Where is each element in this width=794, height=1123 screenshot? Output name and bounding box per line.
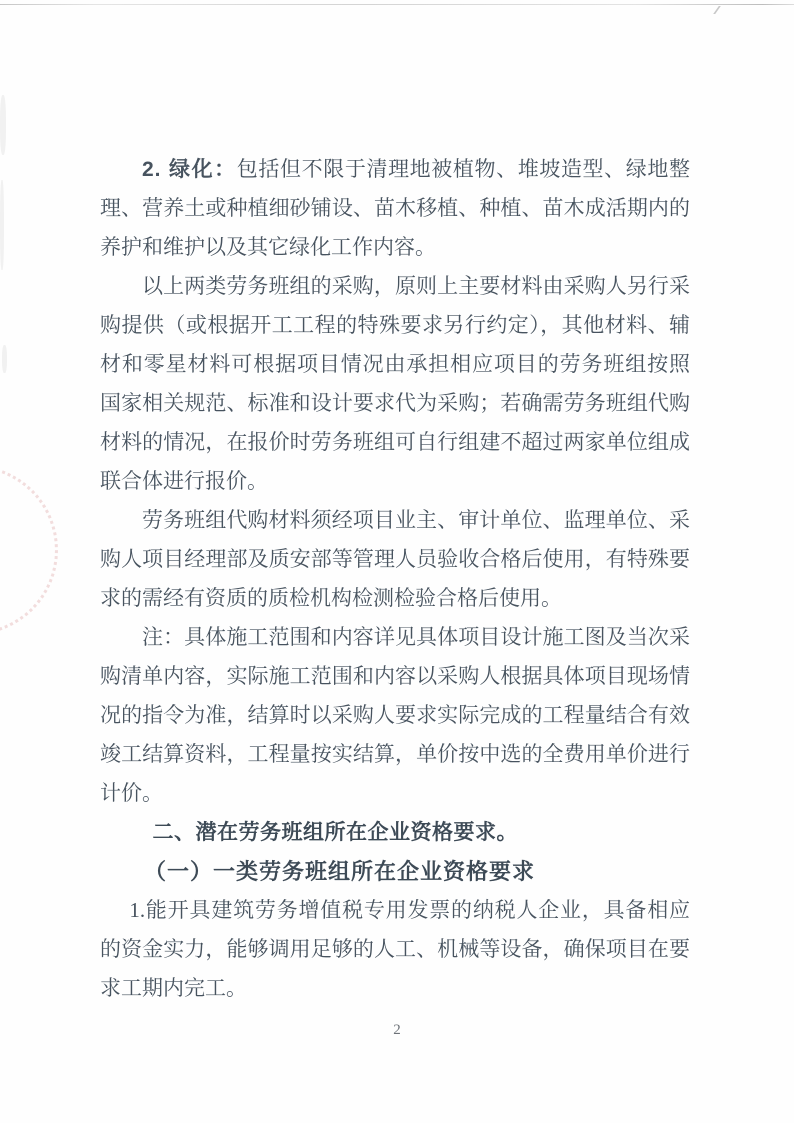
- text-line: 注：具体施工范围和内容详见具体项目设计施工图及当次采: [142, 625, 690, 649]
- text-line: 购人项目经理部及质安部等管理人员验收合格后使用，有特殊要: [100, 547, 690, 571]
- scan-edge-line: [0, 4, 794, 5]
- text-line: 劳务班组代购材料须经项目业主、审计单位、监理单位、采: [142, 508, 690, 532]
- text-line: 2. 绿化：包括但不限于清理地被植物、堆坡造型、绿地整: [142, 157, 690, 181]
- scan-smudge: [0, 180, 4, 270]
- text-line: 求的需经有资质的质检机构检测检验合格后使用。: [100, 586, 562, 610]
- text-line: 购清单内容，实际施工范围和内容以采购人根据具体项目现场情: [100, 664, 690, 688]
- text-line: 国家相关规范、标准和设计要求代为采购；若确需劳务班组代购: [100, 391, 690, 415]
- text-line: 材和零星材料可根据项目情况由承担相应项目的劳务班组按照: [100, 352, 690, 376]
- text-line: 竣工结算资料，工程量按实结算，单价按中选的全费用单价进行: [100, 742, 690, 766]
- scan-smudge: [0, 95, 6, 155]
- text-line: 养护和维护以及其它绿化工作内容。: [100, 235, 436, 259]
- text-line: 以上两类劳务班组的采购，原则上主要材料由采购人另行采: [142, 274, 690, 298]
- document-text-block: [100, 150, 690, 1008]
- text-line: 购提供（或根据开工工程的特殊要求另行约定），其他材料、辅: [100, 313, 690, 337]
- text-line: 的资金实力，能够调用足够的人工、机械等设备，确保项目在要: [100, 937, 690, 961]
- text-line: 理、营养土或种植细砂铺设、苗木移植、种植、苗木成活期内的: [100, 196, 690, 220]
- scan-artifact-tick: [713, 6, 729, 14]
- text-line: 联合体进行报价。: [100, 469, 268, 493]
- text-line: 材料的情况，在报价时劳务班组可自行组建不超过两家单位组成: [100, 430, 690, 454]
- text-line: 况的指令为准，结算时以采购人要求实际完成的工程量结合有效: [100, 703, 690, 727]
- heading-line: （一）一类劳务班组所在企业资格要求: [144, 859, 536, 884]
- text-line: 计价。: [100, 781, 163, 805]
- text-line: 求工期内完工。: [100, 976, 247, 1000]
- page-number: 2: [393, 1022, 401, 1038]
- bold-lead-text: 2. 绿化：: [142, 158, 237, 181]
- scan-smudge: [2, 345, 7, 373]
- heading-line: 二、潜在劳务班组所在企业资格要求。: [152, 821, 518, 844]
- text-line: 1.能开具建筑劳务增值税专用发票的纳税人企业，具备相应: [129, 898, 690, 922]
- stamp-mark: [0, 465, 58, 635]
